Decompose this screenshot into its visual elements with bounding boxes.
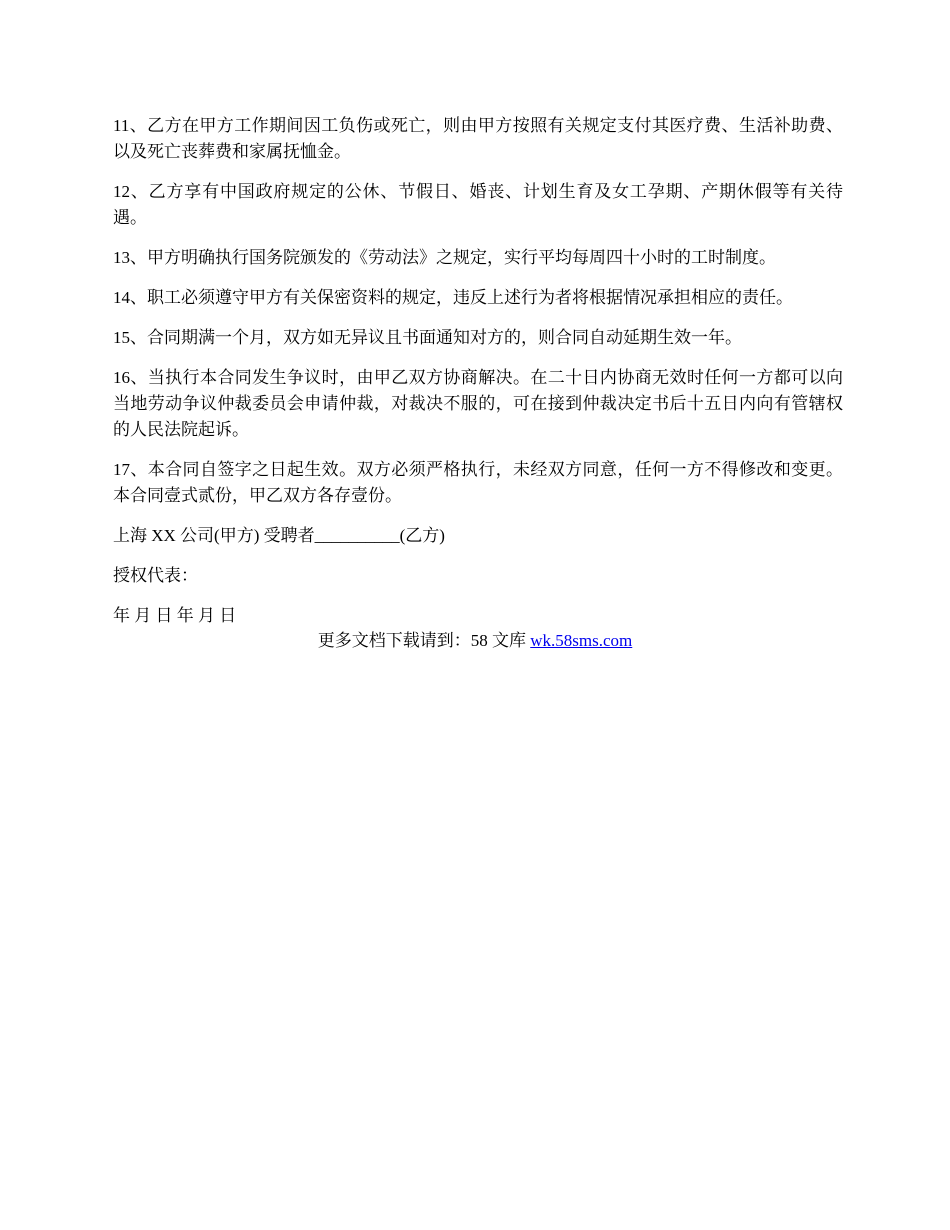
date-line: 年 月 日 年 月 日 [113, 606, 237, 625]
footer-text: 更多文档下载请到：58 文库 [317, 631, 531, 650]
clause-13: 13、甲方明确执行国务院颁发的《劳动法》之规定，实行平均每周四十小时的工时制度。 [113, 248, 776, 267]
authorized-representative: 授权代表： [113, 566, 198, 585]
clause-15: 15、合同期满一个月，双方如无异议且书面通知对方的，则合同自动延期生效一年。 [113, 328, 742, 347]
footer-link[interactable]: wk.58sms.com [530, 631, 633, 650]
clause-11: 11、乙方在甲方工作期间因工负伤或死亡，则由甲方按照有关规定支付其医疗费、生活补助费、以及死亡丧葬费和家属抚恤金。 [113, 116, 843, 161]
download-footer [0, 628, 950, 654]
clause-14: 14、职工必须遵守甲方有关保密资料的规定，违反上述行为者将根据情况承担相应的责任。 [113, 288, 793, 307]
document-body [113, 113, 843, 643]
signature-parties: 上海 XX 公司(甲方) 受聘者__________(乙方) [113, 526, 445, 545]
clause-12: 12、乙方享有中国政府规定的公休、节假日、婚丧、计划生育及女工孕期、产期休假等有关待遇。 [113, 182, 843, 227]
clause-17: 17、本合同自签字之日起生效。双方必须严格执行，未经双方同意，任何一方不得修改和变更。本合同壹式贰份，甲乙双方各存壹份。 [113, 460, 843, 505]
clause-16: 16、当执行本合同发生争议时，由甲乙双方协商解决。在二十日内协商无效时任何一方都可以向当地劳动争议仲裁委员会申请仲裁，对裁决不服的，可在接到仲裁决定书后十五日内向有管辖权的人民法院起诉。 [113, 368, 843, 439]
